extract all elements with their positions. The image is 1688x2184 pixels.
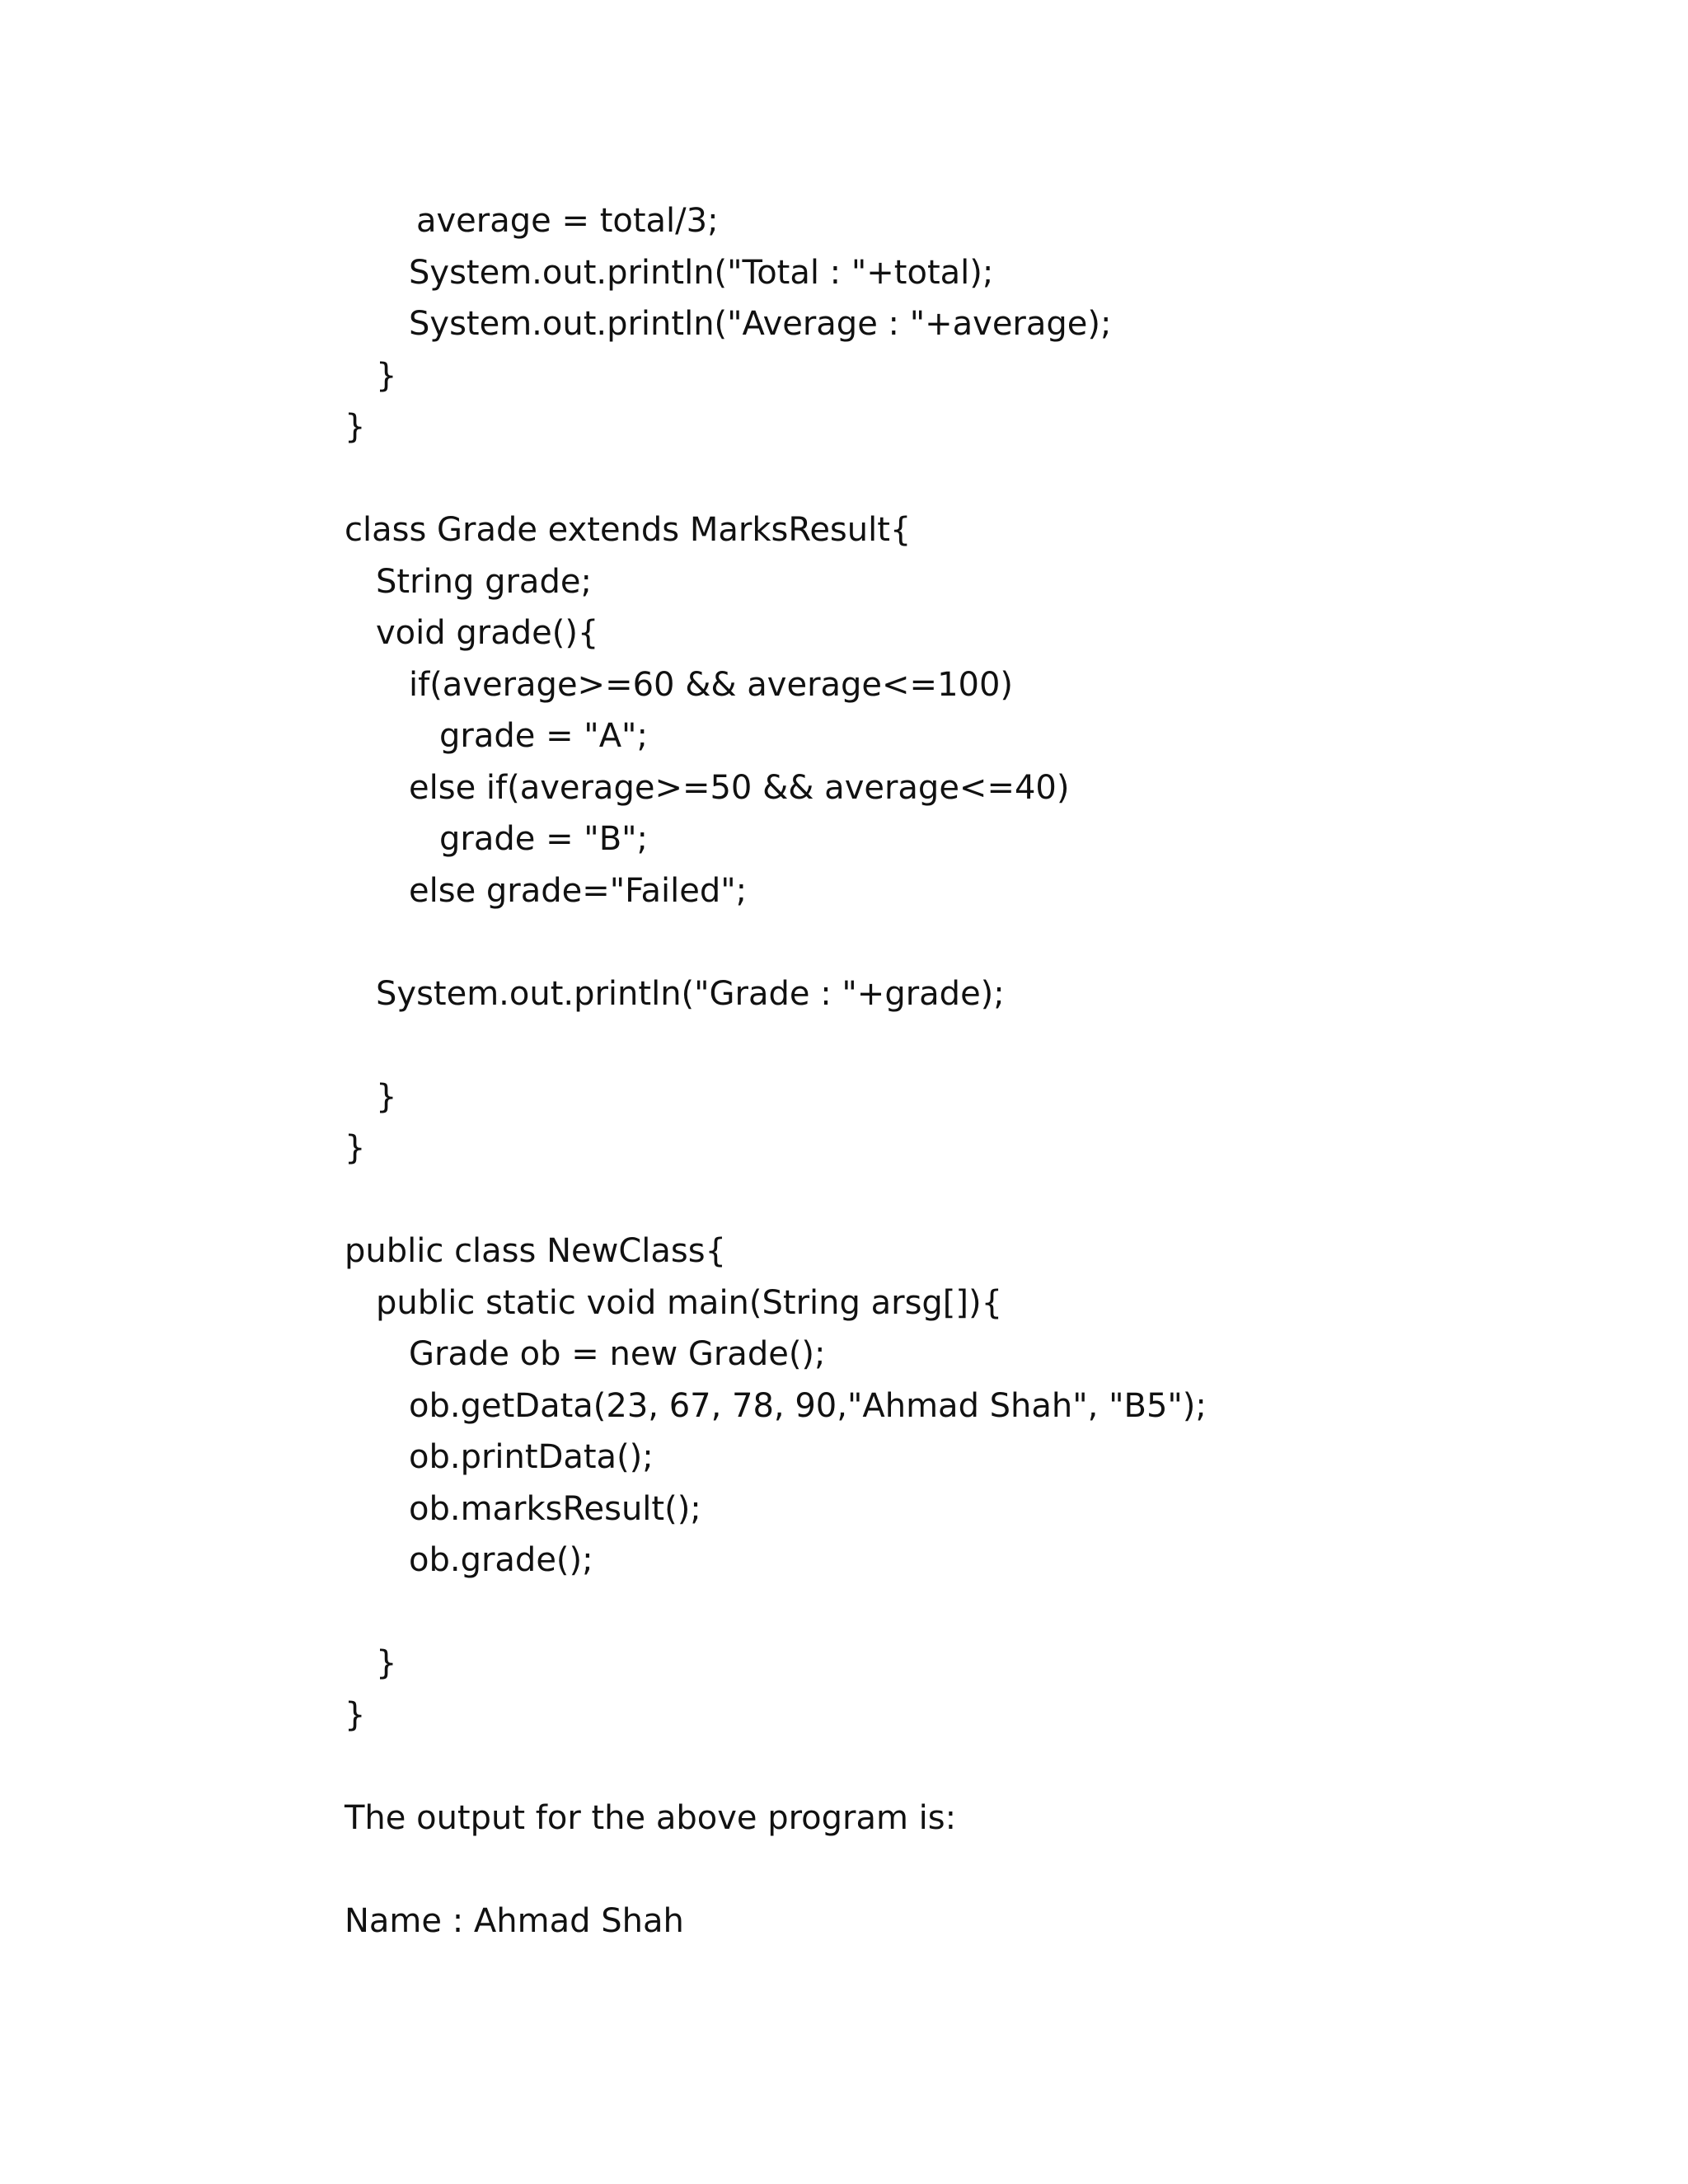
code-line: System.out.println("Total : "+total); xyxy=(409,254,994,292)
code-line: } xyxy=(345,408,366,446)
code-line: void grade(){ xyxy=(376,614,599,652)
code-line: grade = "A"; xyxy=(439,717,648,755)
code-line: String grade; xyxy=(376,563,592,601)
code-line: class Grade extends MarksResult{ xyxy=(345,511,912,549)
code-line: if(average>=60 && average<=100) xyxy=(409,666,1014,704)
code-line: public static void main(String arsg[]){ xyxy=(376,1284,1003,1322)
code-line: ob.getData(23, 67, 78, 90,"Ahmad Shah", "B5"); xyxy=(409,1387,1207,1425)
code-line: } xyxy=(376,1078,397,1116)
code-line: else if(average>=50 && average<=40) xyxy=(409,769,1070,807)
code-line: ob.grade(); xyxy=(409,1541,593,1579)
code-line: } xyxy=(376,1644,397,1682)
code-line: grade = "B"; xyxy=(439,820,649,858)
code-line: average = total/3; xyxy=(416,202,719,240)
code-line: } xyxy=(345,1129,366,1167)
output-heading: The output for the above program is: xyxy=(345,1799,957,1837)
code-line: ob.printData(); xyxy=(409,1438,654,1476)
code-line: } xyxy=(345,1696,366,1734)
code-line: public class NewClass{ xyxy=(345,1232,727,1270)
code-line: ob.marksResult(); xyxy=(409,1490,701,1528)
output-line: Name : Ahmad Shah xyxy=(345,1902,684,1940)
code-line: Grade ob = new Grade(); xyxy=(409,1335,826,1373)
code-line: System.out.println("Average : "+average); xyxy=(409,305,1112,343)
code-line: else grade="Failed"; xyxy=(409,872,748,910)
code-line: System.out.println("Grade : "+grade); xyxy=(376,975,1005,1013)
code-line: } xyxy=(376,357,397,395)
